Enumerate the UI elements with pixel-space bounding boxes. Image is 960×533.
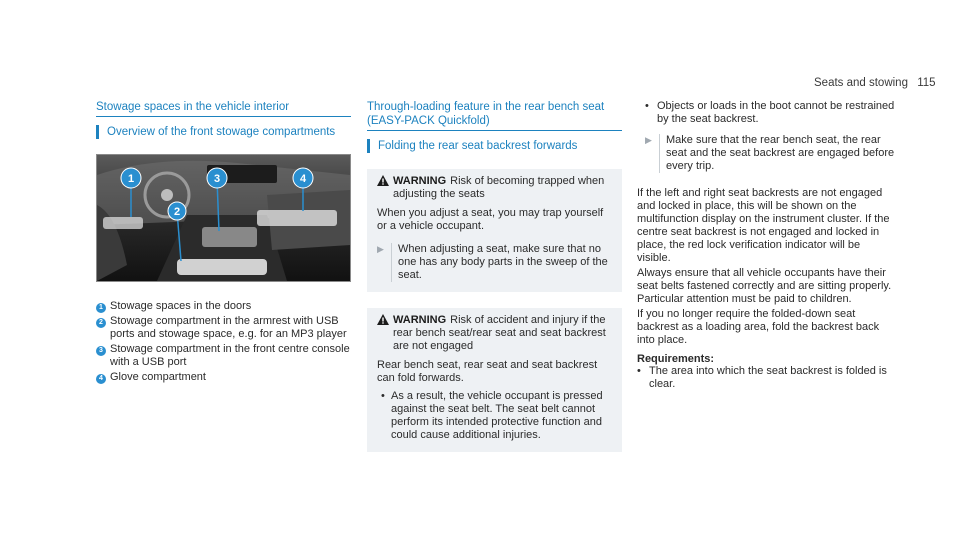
legend-number: 1 [96,303,106,313]
interior-photo [96,154,351,282]
warning-title: Risk of becoming trapped when adjusting the seats [393,175,605,200]
requirements-label: Requirements: [637,353,715,365]
legend-number: 4 [96,374,106,384]
legend-number: 3 [96,346,106,356]
legend-item [96,315,351,341]
column-1 [96,100,351,386]
legend-list [96,300,351,384]
callout-2 [168,202,186,220]
page-number: 115 [917,77,936,89]
subsection-title-folding: Folding the rear seat backrest forwards [367,139,622,153]
warning-label: WARNING [393,175,447,187]
legend-text: Stowage compartment in the armrest with USB ports and stowage space, e.g. for an MP3 player [110,315,347,340]
warning-step-text: When adjusting a seat, make sure that no one has any body parts in the sweep of the seat. [391,243,612,282]
requirement-item [637,365,895,391]
legend-item [96,371,351,384]
warning-title: Risk of accident and injury if the rear bench seat/rear seat and seat backrest are not engaged [393,314,606,352]
legend-text: Stowage spaces in the doors [110,300,252,312]
running-head-section: Seats and stowing [814,77,908,89]
list-item [637,100,895,126]
warning-text: When you adjust a seat, you may trap yourself or a vehicle occupant. [377,207,604,232]
running-head [814,77,936,89]
warning-label: WARNING [393,314,447,326]
warning-text: Rear bench seat, rear seat and seat backrest can fold forwards. [377,359,598,384]
instruction-step-text: Make sure that the rear bench seat, the rear seat and the seat backrest are engaged before every trip. [659,134,895,173]
paragraph-fold-back: If you no longer require the folded-down seat backrest as a loading area, fold the backrest back into place. [637,308,880,346]
section-title-through-loading: Through-loading feature in the rear bench seat (EASY-PACK Quickfold) [367,100,622,131]
svg-text:2: 2 [173,206,181,218]
warning-bullet-text: As a result, the vehicle occupant is pressed against the seat belt. The seat belt cannot perform its intended protective function and could cause additional injuries. [391,390,603,441]
warning-bullet [377,390,612,442]
requirement-text: The area into which the seat backrest is folded is clear. [649,365,887,390]
paragraph-lock-indicator: If the left and right seat backrests are not engaged and locked in place, this will be shown on the multifunction display on the instrument cluster. If the centre seat backrest is not engaged and locked in place, the red lock verification indicator will be visible. [637,187,890,264]
warning-triangle-icon [377,314,393,353]
callout-1 [121,168,141,188]
column-2 [367,100,622,452]
legend-item [96,300,351,313]
warning-box-trapped [367,169,622,292]
legend-item [96,343,351,369]
legend-number: 2 [96,318,106,328]
arrow-right-icon: ▶ [645,135,652,145]
bullet-dot: • [645,100,649,112]
instruction-step [637,134,895,173]
column-3 [637,100,895,391]
callout-4 [293,168,313,188]
bullet-dot: • [637,365,641,377]
svg-text:4: 4 [299,173,307,185]
warning-box-accident [367,308,622,452]
paragraph-seat-belts: Always ensure that all vehicle occupants have their seat belts fastened correctly and are sitting properly. Particular attention must be paid to children. [637,267,892,305]
svg-text:3: 3 [213,173,221,185]
callout-3 [207,168,227,188]
subsection-title-overview: Overview of the front stowage compartments [96,125,351,139]
arrow-right-icon: ▶ [377,244,384,254]
warning-step [377,243,612,282]
legend-text: Stowage compartment in the front centre console with a USB port [110,343,350,368]
section-title-stowage: Stowage spaces in the vehicle interior [96,100,351,117]
bullet-dot: • [381,390,385,402]
list-item-text: Objects or loads in the boot cannot be restrained by the seat backrest. [657,100,895,125]
svg-text:1: 1 [127,173,135,185]
legend-text: Glove compartment [110,371,206,383]
warning-triangle-icon [377,175,393,201]
